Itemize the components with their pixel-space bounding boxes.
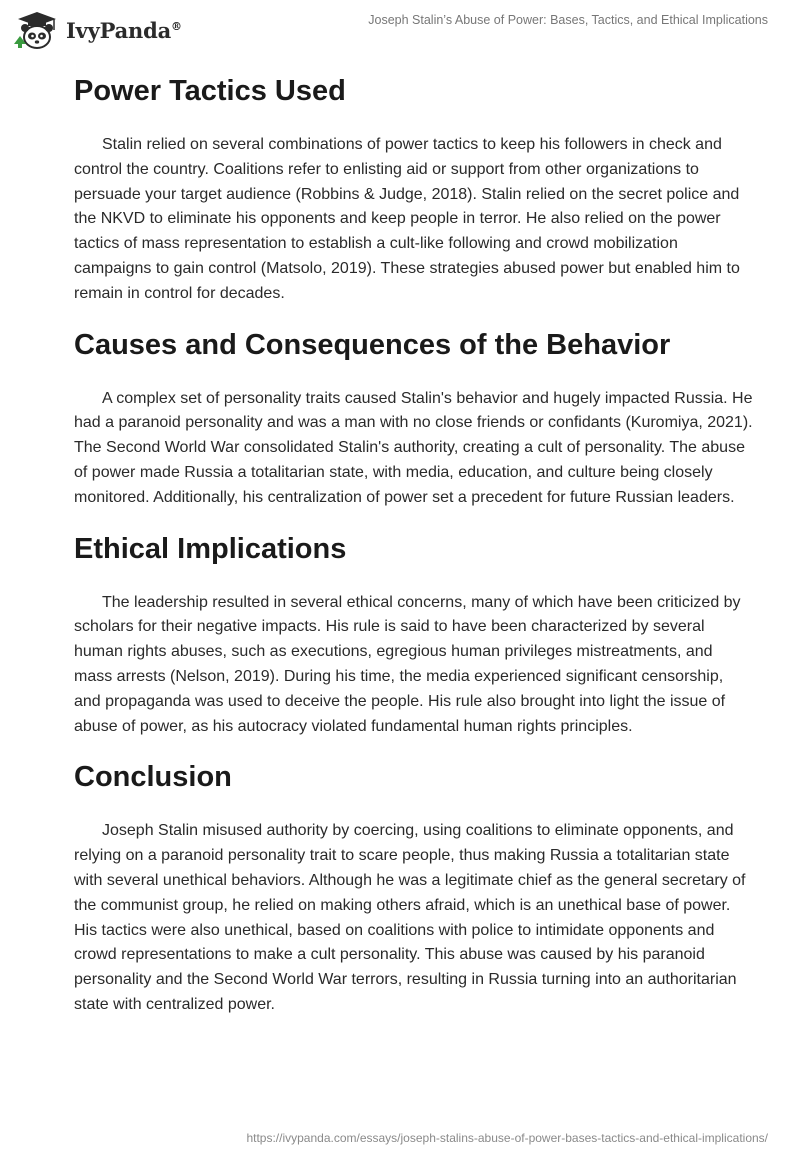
section-ethical-implications xyxy=(74,527,754,740)
section-paragraph: Stalin relied on several combinations of power tactics to keep his followers in check and control the country. Coalitions refer to enlisting aid or support from other organizations to persuade your target audience (Robbins & Judge, 2018). Stalin relied on the secret police and the NKVD to eliminate his opponents and keep people in terror. He also relied on the power tactics of mass representation to establish a cult-like following and crowd mobilization campaigns to gain control (Matsolo, 2019). These strategies abused power but enabled him to remain in control for decades. xyxy=(74,136,740,302)
section-paragraph: The leadership resulted in several ethical concerns, many of which have been criticized by scholars for their negative impacts. His rule is said to have been characterized by several human rights abuses, such as executions, egregious human privileges mistreatments, and mass arrests (Nelson, 2019). During his time, the media experienced significant censorship, and propaganda was used to deceive the people. His rule also brought into light the issue of abuse of power, as his autocracy violated fundamental human rights principles. xyxy=(74,593,741,735)
panda-graduate-icon xyxy=(14,10,60,50)
essay-content xyxy=(74,69,754,1034)
section-paragraph: A complex set of personality traits caused Stalin's behavior and hugely impacted Russia. He had a paranoid personality and was a man with no close friends or confidants (Kuromiya, 2021). The Second World War consolidated Stalin's authority, creating a cult of personality. The abuse of power made Russia a totalitarian state, with media, education, and culture being closely monitored. Additionally, his centralization of power set a precedent for future Russian leaders. xyxy=(74,389,753,506)
ivypanda-logo[interactable] xyxy=(14,10,182,50)
brand-name: IvyPanda® xyxy=(66,17,182,43)
page-header xyxy=(0,0,800,60)
section-causes-consequences xyxy=(74,323,754,511)
section-power-tactics xyxy=(74,69,754,307)
section-heading: Conclusion xyxy=(74,761,232,794)
section-conclusion xyxy=(74,755,754,1017)
section-paragraph: Joseph Stalin misused authority by coercing, using coalitions to eliminate opponents, and relying on a paranoid personality trait to scare people, thus making Russia a totalitarian state with several unethical behaviors. Although he was a legitimate chief as the general secretary of the communist group, he relied on making others afraid, which is an unethical base of power. His tactics were also unethical, based on coalitions with police to intimidate opponents and crowd representations to make a cult personality. This abuse was caused by his paranoid personality and the Second World War terrors, resulting in Russia turning into an authoritarian state with centralized power. xyxy=(74,822,746,1013)
section-heading: Ethical Implications xyxy=(74,532,347,565)
source-url-link[interactable]: https://ivypanda.com/essays/joseph-stalins-abuse-of-power-bases-tactics-and-ethical-implications/ xyxy=(246,1131,768,1145)
section-heading: Causes and Consequences of the Behavior xyxy=(74,328,671,361)
section-heading: Power Tactics Used xyxy=(74,75,346,107)
document-title: Joseph Stalin’s Abuse of Power: Bases, Tactics, and Ethical Implications xyxy=(368,13,768,27)
